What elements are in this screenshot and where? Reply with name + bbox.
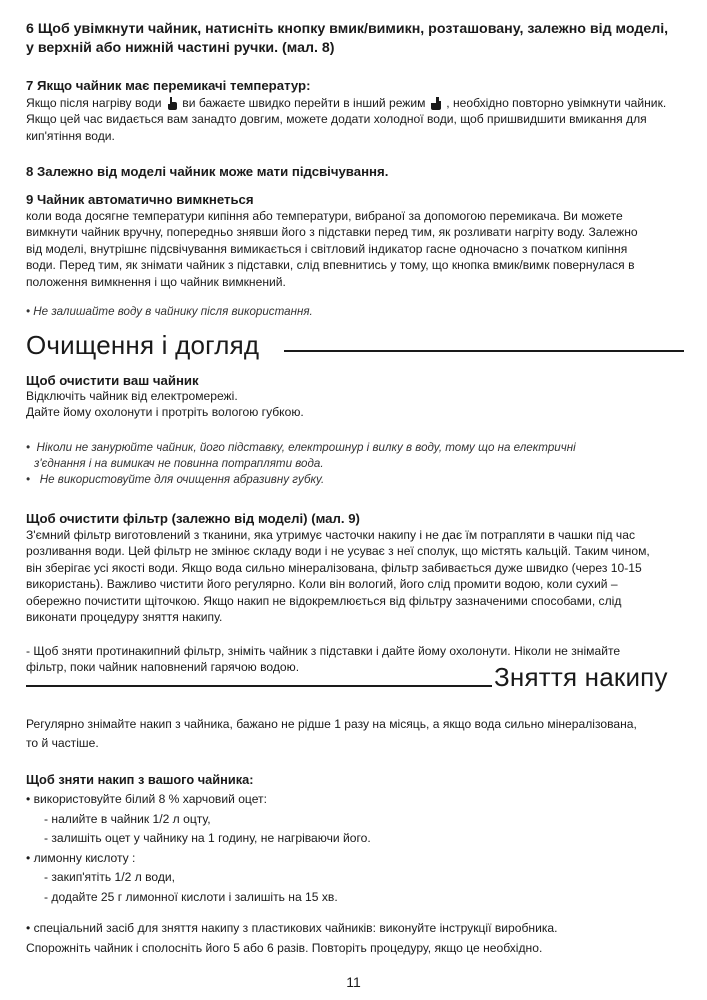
hand-pointer-icon <box>166 96 178 110</box>
descale-intro <box>26 716 686 752</box>
descale-final-line: Спорожніть чайник і сполосніть його 5 або 6 разів. Повторіть процедуру, якщо це необхідно. <box>26 941 543 955</box>
descale-final <box>26 918 686 958</box>
descale-step-2a: - закип'ятіть 1/2 л води, <box>44 870 176 884</box>
page-number: 11 <box>346 974 361 990</box>
cleaning-notes <box>26 440 686 488</box>
section-9-line-3: від моделі, внутрішнє підсвічування вимикається і світловий індикатор гасне одночасно з початком кипіння <box>26 241 628 256</box>
bullet-icon: • <box>26 305 31 318</box>
descale-title-rule <box>26 685 492 687</box>
section-9-line-4: води. Перед тим, як знімати чайник з підставки, слід впевнитись у тому, що кнопка вмик/вимк повернулася в <box>26 258 635 273</box>
descale-bullet-1 <box>26 790 686 810</box>
section-9-note-text: Не залишайте воду в чайнику після використання. <box>33 305 313 318</box>
descale-bullet-3 <box>26 918 686 938</box>
descale-bullet-1-text: використовуйте білий 8 % харчовий оцет: <box>33 792 267 806</box>
filter-line-1: З'ємний фільтр виготовлений з тканини, яка утримує часточки накипу і не дає їм потрапляти в чашки під час <box>26 528 635 542</box>
descale-title: Зняття накипу <box>494 662 668 692</box>
section-9-line-2: вимкнути чайник вручну, попередньо знявши його з підставки перед тим, як розливати нагріту воду. Залежно <box>26 225 638 240</box>
section-9-note <box>26 304 686 320</box>
bullet-icon: • <box>26 441 31 454</box>
section-7-line-3: кип'ятіння води. <box>26 128 115 143</box>
bullet-icon: • <box>26 792 31 806</box>
section-9-line-1: коли вода досягне температури кипіння або температури, вибраної за допомогою перемикача. Ви можете <box>26 209 623 223</box>
cleaning-note-1 <box>26 440 686 456</box>
cleaning-sub-1: Щоб очистити ваш чайник <box>26 373 199 388</box>
section-7-text-c: , необхідно повторно увімкнути чайник. <box>446 96 667 110</box>
descale-bullet-2-text: лимонну кислоту : <box>33 850 136 865</box>
section-8-heading: 8 Залежно від моделі чайник може мати підсвічування. <box>26 164 389 179</box>
cleaning-sub-2: Щоб очистити фільтр (залежно від моделі) (мал. 9) <box>26 511 360 526</box>
descale-step-2b: - додайте 25 г лимонної кислоти і залишіть на 15 хв. <box>44 889 338 904</box>
filter-line-3: він зберігає усі якості води. Якщо вода сильно мінералізована, фільтр забивається дуже швидко (через 10-15 <box>26 560 642 575</box>
cleaning-note-1-text: Ніколи не занурюйте чайник, його підставку, електрошнур і вилку в воду, тому що на електричні <box>36 441 576 454</box>
section-7-line-2: Якщо цей час видається вам занадто довгим, можете додати холодної води, щоб пришвидшити вмикання для <box>26 112 647 127</box>
descale-step-1b: - залишіть оцет у чайнику на 1 годину, не нагріваючи його. <box>44 831 371 845</box>
switch-mode-icon <box>430 96 442 110</box>
cleaning-note-2 <box>26 472 686 488</box>
descale-list <box>26 790 686 907</box>
remove-filter-line-1: - Щоб зняти протинакипний фільтр, зніміть чайник з підставки і дайте йому охолонути. Ніколи не знімайте <box>26 644 621 658</box>
bullet-icon: • <box>26 921 31 935</box>
cleaning-note-1-cont: з'єднання і на вимикач не повинна потрапляти вода. <box>34 457 324 470</box>
section-9-heading: 9 Чайник автоматично вимкнеться <box>26 192 254 207</box>
section-6-line-2: у верхній або нижній частині ручки. (мал. 8) <box>26 40 335 56</box>
cleaning-sub-1-body <box>26 388 686 421</box>
cleaning-sub-2-body <box>26 527 686 625</box>
section-6-line-1: 6 Щоб увімкнути чайник, натисніть кнопку вмик/вимикн, розташовану, залежно від моделі, <box>26 21 669 37</box>
section-7-text-b: ви бажаєте швидко перейти в інший режим <box>182 96 426 110</box>
filter-line-2: розливання води. Цей фільтр не змінює складу води і не усуває з неї сполук, що містять кальцій. Таким чином, <box>26 544 650 559</box>
cleaning-sub-1-line-1: Відключіть чайник від електромережі. <box>26 389 238 403</box>
cleaning-title: Очищення і догляд <box>26 330 260 360</box>
filter-line-5: обережно почистити щіточкою. Якщо накип не відокремлюється від фільтру зазначеними способами, слід <box>26 593 622 608</box>
cleaning-title-rule <box>284 350 684 352</box>
section-7-body <box>26 95 686 144</box>
bullet-icon: • <box>26 473 31 486</box>
cleaning-note-2-text: Не використовуйте для очищення абразивну губку. <box>39 473 325 486</box>
filter-line-4: використань). Важливо чистити його регулярно. Коли він вологий, його слід промити водою, коли сухий – <box>26 577 618 592</box>
descale-bullet-2 <box>26 849 686 869</box>
section-7-line-1 <box>26 95 686 111</box>
descale-intro-line-2: то й частіше. <box>26 736 99 751</box>
section-7-heading: 7 Якщо чайник має перемикачі температур: <box>26 78 311 93</box>
descale-intro-line-1: Регулярно знімайте накип з чайника, бажано не рідше 1 разу на місяць, а якщо вода сильно мінералізована, <box>26 717 637 731</box>
section-7-text-a: Якщо після нагріву води <box>26 96 162 110</box>
descale-step-1a: - налийте в чайник 1/2 л оцту, <box>44 811 211 826</box>
descale-sub: Щоб зняти накип з вашого чайника: <box>26 772 254 787</box>
remove-filter-line-2: фільтр, поки чайник наповнений гарячою водою. <box>26 660 300 675</box>
section-9-line-5: положення вимкнення і що чайник вимкнений. <box>26 274 286 289</box>
filter-line-6: виконати процедуру зняття накипу. <box>26 610 223 625</box>
bullet-icon: • <box>26 850 31 865</box>
section-6 <box>26 20 686 58</box>
descale-bullet-3-text: спеціальний засіб для зняття накипу з пластикових чайників: виконуйте інструкції виробника. <box>33 921 558 935</box>
section-9-body <box>26 208 686 290</box>
cleaning-sub-1-line-2: Дайте йому охолонути і протріть вологою губкою. <box>26 405 304 420</box>
